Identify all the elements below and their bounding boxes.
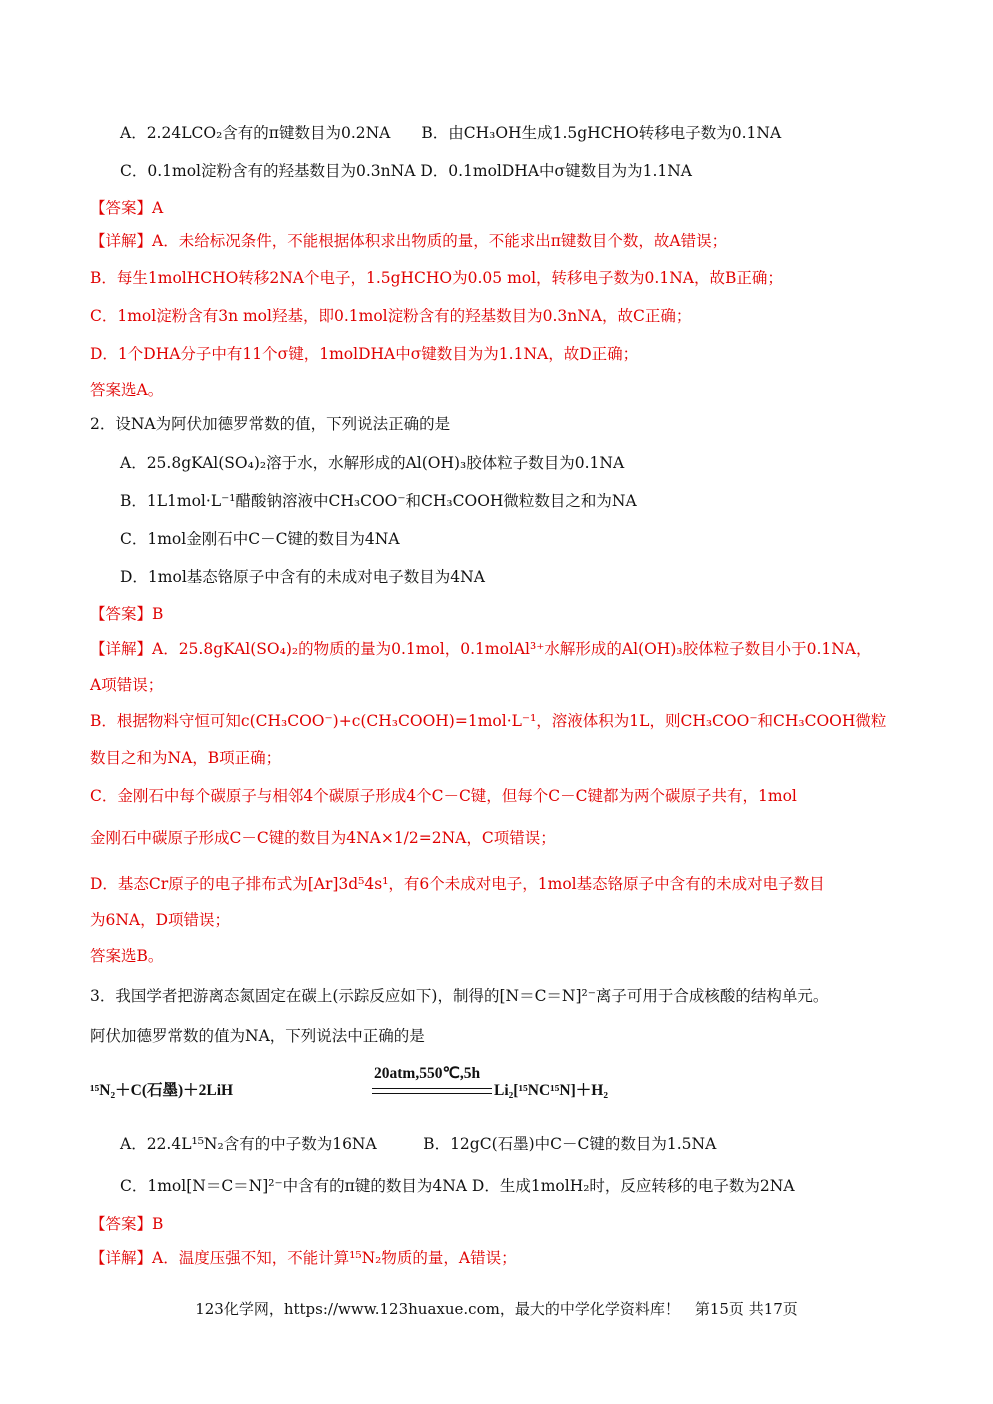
- q2-explanation-d-end: 为6NA，D项错误；: [90, 911, 231, 929]
- q3-answer: 【答案】B: [90, 1215, 164, 1233]
- reaction-reactants: ¹⁵N₂＋C(石墨)＋2LiH: [90, 1082, 234, 1099]
- q1-explanation-a: 【详解】A．未给标况条件，不能根据体积求出物质的量，不能求出π键数目个数，故A错误；: [90, 232, 728, 250]
- reaction-condition: 20atm,550℃,5h: [374, 1065, 481, 1082]
- q3-stem: 3．我国学者把游离态氮固定在碳上(示踪反应如下)，制得的[N＝C＝N]²⁻离子可用于合成核酸的结构单元。: [90, 987, 829, 1005]
- q2-stem: 2．设NA为阿伏加德罗常数的值，下列说法正确的是: [90, 415, 451, 433]
- q2-explanation-b-end: 数目之和为NA，B项正确；: [90, 749, 282, 767]
- q2-explanation-a: 【详解】A．25.8gKAl(SO₄)₂的物质的量为0.1mol，0.1molAl³⁺水解形成的Al(OH)₃胶体粒子数目小于0.1NA，: [90, 640, 872, 658]
- q2-option-c: C．1mol金刚石中C－C键的数目为4NA: [120, 530, 400, 548]
- reaction-equation: [90, 1064, 690, 1110]
- q1-explanation-d: D．1个DHA分子中有11个σ键，1molDHA中σ键数目为为1.1NA，故D正确；: [90, 345, 639, 363]
- q1-options-cd: C．0.1mol淀粉含有的羟基数目为0.3nNA D．0.1molDHA中σ键数目为为1.1NA: [120, 162, 693, 180]
- q2-explanation-b: B．根据物料守恒可知c(CH₃COO⁻)+c(CH₃COOH)=1mol·L⁻¹，溶液体积为1L，则CH₃COO⁻和CH₃COOH微粒: [90, 712, 887, 730]
- page-footer: 123化学网，https://www.123huaxue.com，最大的中学化学资料库！ 第15页 共17页: [195, 1300, 798, 1318]
- q2-explanation-a-end: A项错误；: [90, 676, 164, 694]
- reaction-products: Li₂[¹⁵NC¹⁵N]＋H₂: [494, 1082, 608, 1099]
- q2-option-a: A．25.8gKAl(SO₄)₂溶于水，水解形成的Al(OH)₃胶体粒子数目为0.1NA: [120, 454, 625, 472]
- q2-explanation-c-end: 金刚石中碳原子形成C－C键的数目为4NA×1/2=2NA，C项错误；: [90, 829, 556, 847]
- q1-explanation-c: C．1mol淀粉含有3n mol羟基，即0.1mol淀粉含有的羟基数目为0.3nNA，故C正确；: [90, 307, 692, 325]
- q3-options-ab: A．22.4L¹⁵N₂含有的中子数为16NA B．12gC(石墨)中C－C键的数目为1.5NA: [120, 1135, 717, 1153]
- q3-options-cd: C．1mol[N＝C＝N]²⁻中含有的π键的数目为4NA D．生成1molH₂时，反应转移的电子数为2NA: [120, 1177, 795, 1195]
- q2-explanation-d: D．基态Cr原子的电子排布式为[Ar]3d⁵4s¹，有6个未成对电子，1mol基态铬原子中含有的未成对电子数目: [90, 875, 825, 893]
- q2-answer: 【答案】B: [90, 605, 164, 623]
- q2-option-b: B．1L1mol·L⁻¹醋酸钠溶液中CH₃COO⁻和CH₃COOH微粒数目之和为NA: [120, 492, 637, 510]
- q3-explanation-a: 【详解】A．温度压强不知，不能计算¹⁵N₂物质的量，A错误；: [90, 1249, 517, 1267]
- q1-explanation-b: B．每生1molHCHO转移2NA个电子，1.5gHCHO为0.05 mol，转移电子数为0.1NA，故B正确；: [90, 269, 783, 287]
- q2-conclusion: 答案选B。: [90, 947, 164, 965]
- q2-option-d: D．1mol基态铬原子中含有的未成对电子数目为4NA: [120, 568, 485, 586]
- q1-conclusion: 答案选A。: [90, 381, 164, 399]
- q1-options-ab: A．2.24LCO₂含有的π键数目为0.2NA B．由CH₃OH生成1.5gHCHO转移电子数为0.1NA: [120, 124, 782, 142]
- q2-explanation-c: C．金刚石中每个碳原子与相邻4个碳原子形成4个C－C键，但每个C－C键都为两个碳原子共有，1mol: [90, 787, 797, 805]
- q1-answer: 【答案】A: [90, 199, 164, 217]
- reaction-equals-sign: [372, 1088, 492, 1094]
- q3-stem-cont: 阿伏加德罗常数的值为NA，下列说法中正确的是: [90, 1027, 425, 1045]
